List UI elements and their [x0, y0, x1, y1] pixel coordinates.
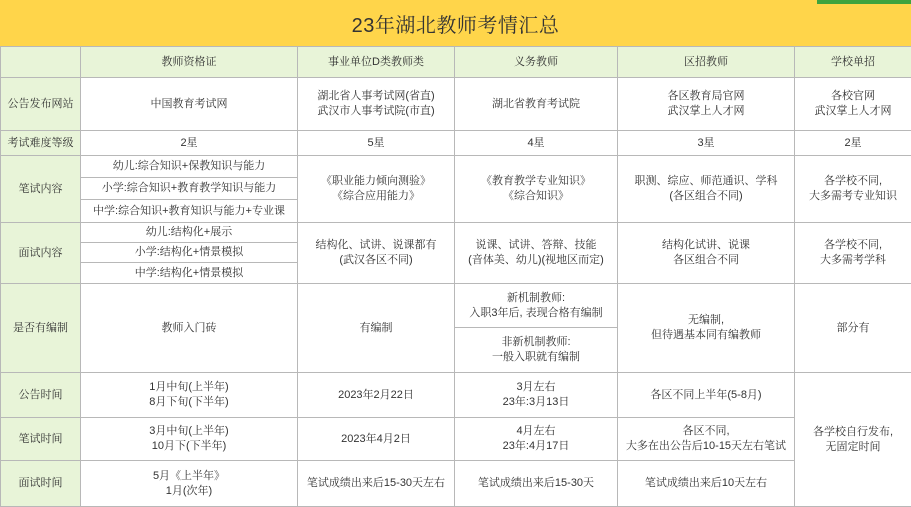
interview-compulsory	[455, 223, 618, 284]
interview-school-line1: 各学校不同,	[824, 238, 882, 253]
notice-school-line2: 武汉掌上人才网	[815, 104, 892, 119]
interviewtime-cert-line2: 1月(次年)	[166, 484, 212, 499]
staffing-school: 部分有	[795, 284, 911, 373]
staffing-old-line2: 一般入职就有编制	[492, 350, 580, 365]
interview-district-line2: 各区组合不同	[673, 253, 739, 268]
header-compulsory: 义务教师	[455, 47, 618, 78]
header-school: 学校单招	[795, 47, 911, 78]
announce-cert-line1: 1月中旬(上半年)	[149, 380, 228, 395]
interview-district	[618, 223, 795, 284]
written-district-line1: 职测、综应、师范通识、学科	[635, 174, 778, 189]
header-district: 区招教师	[618, 47, 795, 78]
staffing-district-line1: 无编制,	[688, 313, 724, 328]
interview-compulsory-line2: (音体美、幼儿)(视地区而定)	[468, 253, 604, 268]
notice-district-line2: 武汉掌上人才网	[668, 104, 745, 119]
writtentime-compulsory-line2: 23年:4月17日	[503, 439, 570, 454]
difficulty-compulsory: 4星	[455, 131, 618, 156]
interview-school	[795, 223, 911, 284]
writtentime-institution: 2023年4月2日	[298, 418, 455, 461]
interviewtime-institution: 笔试成绩出来后15-30天左右	[298, 461, 455, 507]
time-school-line1: 各学校自行发布,	[813, 425, 893, 440]
row-label-staffing: 是否有编制	[1, 284, 81, 373]
time-school	[795, 373, 911, 507]
written-compulsory	[455, 156, 618, 223]
page-title: 23年湖北教师考情汇总	[352, 9, 560, 38]
announce-cert	[81, 373, 298, 418]
notice-compulsory: 湖北省教育考试院	[455, 78, 618, 131]
announce-district: 各区不同上半年(5-8月)	[618, 373, 795, 418]
difficulty-institution: 5星	[298, 131, 455, 156]
writtentime-district-line2: 大多在出公告后10-15天左右笔试	[626, 439, 786, 454]
title-bar	[0, 0, 911, 47]
written-institution-line1: 《职业能力倾向测验》	[321, 174, 431, 189]
written-school-line1: 各学校不同,	[824, 174, 882, 189]
accent-strip	[817, 0, 911, 4]
announce-institution: 2023年2月22日	[298, 373, 455, 418]
notice-cert: 中国教育考试网	[81, 78, 298, 131]
notice-district	[618, 78, 795, 131]
interview-institution-line1: 结构化、试讲、说课都有	[316, 238, 437, 253]
interview-compulsory-line1: 说课、试讲、答辩、技能	[476, 238, 597, 253]
staffing-district	[618, 284, 795, 373]
header-row	[1, 47, 911, 78]
summary-table	[0, 46, 911, 507]
header-cert: 教师资格证	[81, 47, 298, 78]
written-cert-primary: 小学:综合知识+教育教学知识与能力	[81, 178, 298, 200]
row-announce-time	[1, 373, 911, 418]
header-institution: 事业单位D类教师类	[298, 47, 455, 78]
announce-cert-line2: 8月下旬(下半年)	[149, 395, 228, 410]
difficulty-school: 2星	[795, 131, 911, 156]
row-label-written: 笔试内容	[1, 156, 81, 223]
notice-institution-line1: 湖北省人事考试网(省直)	[317, 89, 434, 104]
announce-compulsory-line1: 3月左右	[516, 380, 555, 395]
notice-institution-line2: 武汉市人事考试院(市直)	[317, 104, 434, 119]
writtentime-district	[618, 418, 795, 461]
staffing-cert: 教师入门砖	[81, 284, 298, 373]
notice-school	[795, 78, 911, 131]
staffing-institution: 有编制	[298, 284, 455, 373]
writtentime-district-line1: 各区不同,	[682, 424, 729, 439]
row-written-a	[1, 156, 911, 178]
difficulty-district: 3星	[618, 131, 795, 156]
interview-district-line1: 结构化试讲、说课	[662, 238, 750, 253]
difficulty-cert: 2星	[81, 131, 298, 156]
written-compulsory-line2: 《综合知识》	[503, 189, 569, 204]
staffing-old-line1: 非新机制教师:	[501, 335, 570, 350]
row-label-written-time: 笔试时间	[1, 418, 81, 461]
notice-institution	[298, 78, 455, 131]
interviewtime-cert-line1: 5月《上半年》	[153, 469, 225, 484]
written-school	[795, 156, 911, 223]
row-interview-a	[1, 223, 911, 243]
interview-institution-line2: (武汉各区不同)	[339, 253, 412, 268]
written-cert-secondary: 中学:综合知识+教育知识与能力+专业课	[81, 200, 298, 223]
writtentime-compulsory	[455, 418, 618, 461]
announce-compulsory-line2: 23年:3月13日	[503, 395, 570, 410]
written-district-line2: (各区组合不同)	[669, 189, 742, 204]
writtentime-cert	[81, 418, 298, 461]
notice-school-line1: 各校官网	[831, 89, 875, 104]
row-notice	[1, 78, 911, 131]
row-label-announce-time: 公告时间	[1, 373, 81, 418]
written-institution	[298, 156, 455, 223]
announce-compulsory	[455, 373, 618, 418]
staffing-compulsory-new	[455, 284, 618, 328]
header-corner	[1, 47, 81, 78]
interviewtime-district: 笔试成绩出来后10天左右	[618, 461, 795, 507]
row-label-difficulty: 考试难度等级	[1, 131, 81, 156]
interview-cert-kindergarten: 幼儿:结构化+展示	[81, 223, 298, 243]
staffing-compulsory-old	[455, 328, 618, 373]
writtentime-compulsory-line1: 4月左右	[516, 424, 555, 439]
notice-district-line1: 各区教育局官网	[668, 89, 745, 104]
staffing-new-line2: 入职3年后, 表现合格有编制	[469, 306, 602, 321]
interview-institution	[298, 223, 455, 284]
written-cert-kindergarten: 幼儿:综合知识+保教知识与能力	[81, 156, 298, 178]
staffing-district-line2: 但待遇基本同有编教师	[651, 328, 761, 343]
written-school-line2: 大多需考专业知识	[809, 189, 897, 204]
row-label-interview: 面试内容	[1, 223, 81, 284]
interview-school-line2: 大多需考学科	[820, 253, 886, 268]
written-compulsory-line1: 《教育教学专业知识》	[481, 174, 591, 189]
writtentime-cert-line2: 10月下(下半年)	[152, 439, 227, 454]
written-institution-line2: 《综合应用能力》	[332, 189, 420, 204]
interview-cert-primary: 小学:结构化+情景模拟	[81, 243, 298, 263]
row-label-notice: 公告发布网站	[1, 78, 81, 131]
row-label-interview-time: 面试时间	[1, 461, 81, 507]
interview-cert-secondary: 中学:结构化+情景模拟	[81, 263, 298, 284]
writtentime-cert-line1: 3月中旬(上半年)	[149, 424, 228, 439]
written-district	[618, 156, 795, 223]
staffing-new-line1: 新机制教师:	[507, 291, 565, 306]
row-written-time	[1, 418, 911, 461]
time-school-line2: 无固定时间	[826, 440, 881, 455]
row-staffing-a	[1, 284, 911, 328]
interviewtime-compulsory: 笔试成绩出来后15-30天	[455, 461, 618, 507]
row-difficulty	[1, 131, 911, 156]
